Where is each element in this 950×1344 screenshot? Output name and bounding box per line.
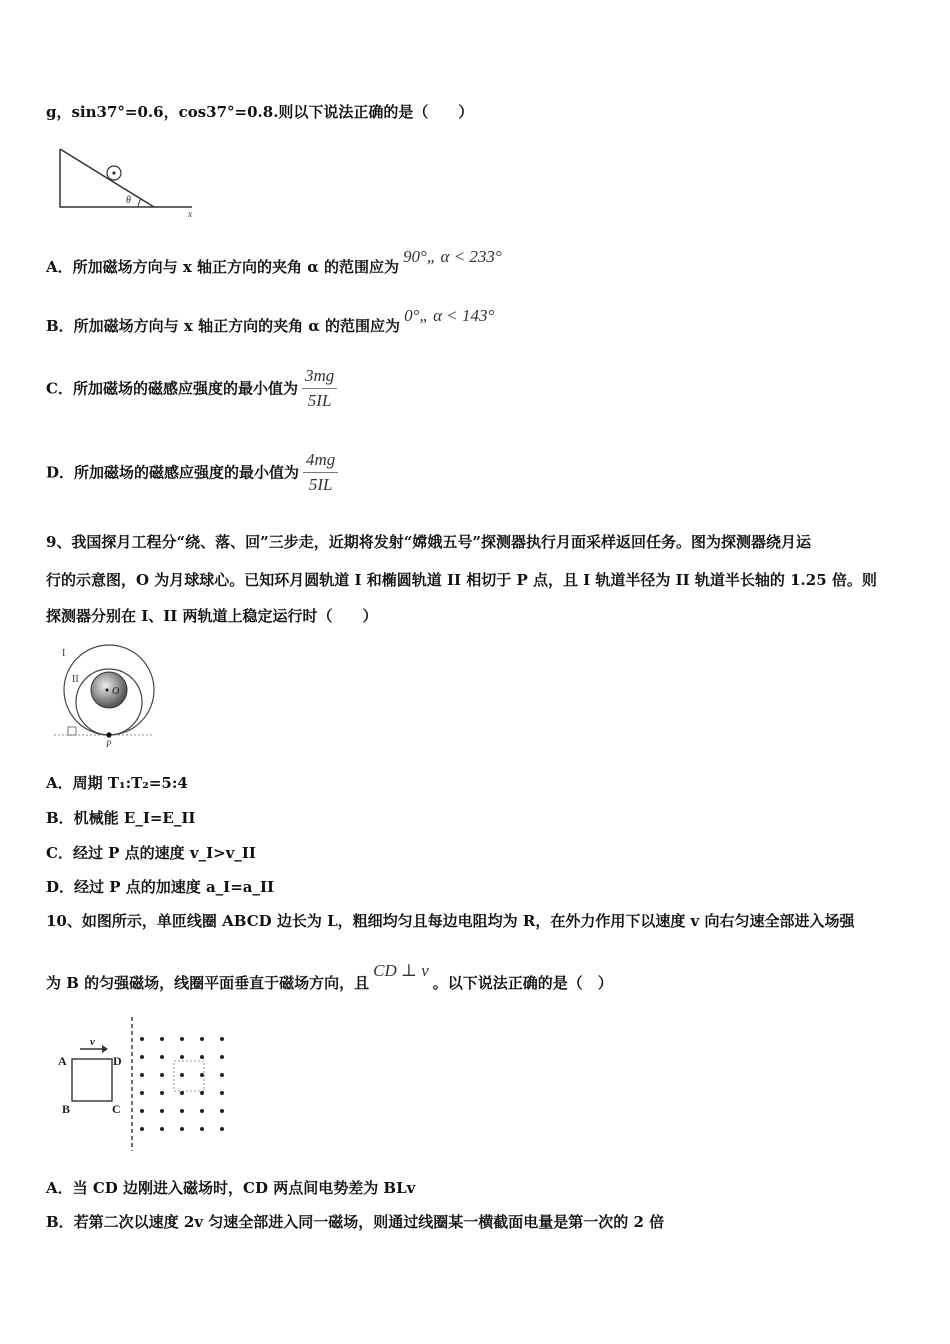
field-dot: [140, 1037, 144, 1041]
field-dot: [160, 1073, 164, 1077]
field-dot: [200, 1127, 204, 1131]
field-dot: [140, 1127, 144, 1131]
field-dot: [160, 1037, 164, 1041]
q10-stem-line2: 为 B 的匀强磁场，线圈平面垂直于磁场方向，且CD ⊥ v。以下说法正确的是（ ）: [46, 961, 613, 992]
q10-stem-line1: 10、如图所示，单匝线圈 ABCD 边长为 L，粗细均匀且每边电阻均为 R，在外力作用下以速度 v 向右匀速全部进入场强: [46, 912, 855, 930]
point-P: [106, 732, 111, 737]
q8-stem: g，sin37°=0.6，cos37°=0.8.则以下说法正确的是（ ）: [46, 103, 474, 121]
q10-option-b: B．若第二次以速度 2v 匀速全部进入同一磁场，则通过线圈某一横截面电量是第一次的 2 倍: [46, 1213, 665, 1231]
field-dot: [200, 1055, 204, 1059]
field-dot: [140, 1073, 144, 1077]
field-dot: [200, 1091, 204, 1095]
moon: [91, 672, 127, 708]
field-dot: [160, 1109, 164, 1113]
q9-stem-line2: 行的示意图，O 为月球球心。已知环月圆轨道 I 和椭圆轨道 II 相切于 P 点，且 I 轨道半径为 II 轨道半长轴的 1.25 倍。则: [46, 571, 877, 589]
theta-label: θ: [126, 195, 131, 206]
field-dot: [220, 1073, 224, 1077]
fraction-3mg-5IL: $\frac{3mg}{5IL}$: [302, 366, 337, 411]
svg-text:v: v: [90, 1036, 95, 1048]
q8-option-a: A．所加磁场方向与 x 轴正方向的夹角 α 的范围应为90°„ α < 233°: [46, 247, 502, 276]
orbit-figure: [54, 642, 164, 750]
svg-text:D: D: [113, 1054, 122, 1068]
q10-option-a: A．当 CD 边刚进入磁场时，CD 两点间电势差为 BLv: [46, 1179, 416, 1197]
field-dot: [180, 1091, 184, 1095]
coil-ABCD: [72, 1059, 112, 1101]
field-dot: [160, 1055, 164, 1059]
q9-stem-line1: 9、我国探月工程分“绕、落、回”三步走，近期将发射“嫦娥五号”探测器执行月面采样返回任务。图为探测器绕月运: [46, 533, 811, 551]
q8-option-d: D．所加磁场的磁感应强度的最小值为 $\frac{4mg}{5IL}$: [46, 450, 338, 495]
magnetic-field-dots: [140, 1037, 224, 1131]
field-dot: [200, 1109, 204, 1113]
field-dot: [140, 1091, 144, 1095]
incline-figure: [52, 145, 202, 220]
field-dot: [160, 1091, 164, 1095]
q9-option-a: A．周期 T₁:T₂=5:4: [46, 774, 188, 792]
q9-option-d: D．经过 P 点的加速度 a_I=a_II: [46, 878, 275, 896]
q9-option-c: C．经过 P 点的速度 v_I>v_II: [46, 844, 256, 862]
q9-option-b: B．机械能 E_I=E_II: [46, 809, 196, 827]
coil-field-figure: [52, 1015, 242, 1155]
field-dot: [220, 1037, 224, 1041]
field-dot: [220, 1109, 224, 1113]
field-dot: [140, 1109, 144, 1113]
q8-option-c: C．所加磁场的磁感应强度的最小值为 $\frac{3mg}{5IL}$: [46, 366, 337, 411]
field-dot: [180, 1127, 184, 1131]
field-dot: [220, 1055, 224, 1059]
field-dot: [180, 1109, 184, 1113]
q9-stem-line3: 探测器分别在 I、II 两轨道上稳定运行时（ ）: [46, 607, 378, 625]
svg-text:C: C: [112, 1102, 121, 1116]
field-dot: [160, 1127, 164, 1131]
field-dot: [220, 1091, 224, 1095]
field-dot: [180, 1055, 184, 1059]
field-dot: [200, 1073, 204, 1077]
svg-text:A: A: [58, 1054, 67, 1068]
svg-text:O: O: [112, 686, 120, 697]
field-dot: [200, 1037, 204, 1041]
field-dot: [180, 1073, 184, 1077]
q8-option-b: B．所加磁场方向与 x 轴正方向的夹角 α 的范围应为0°„ α < 143°: [46, 306, 495, 335]
field-dot: [140, 1055, 144, 1059]
svg-text:B: B: [62, 1102, 71, 1116]
svg-text:I: I: [62, 648, 66, 659]
fraction-4mg-5IL: $\frac{4mg}{5IL}$: [303, 450, 338, 495]
svg-text:P: P: [106, 739, 112, 749]
field-dot: [220, 1127, 224, 1131]
svg-text:II: II: [72, 674, 79, 685]
x-axis-label: x: [188, 209, 192, 219]
field-dot: [180, 1037, 184, 1041]
